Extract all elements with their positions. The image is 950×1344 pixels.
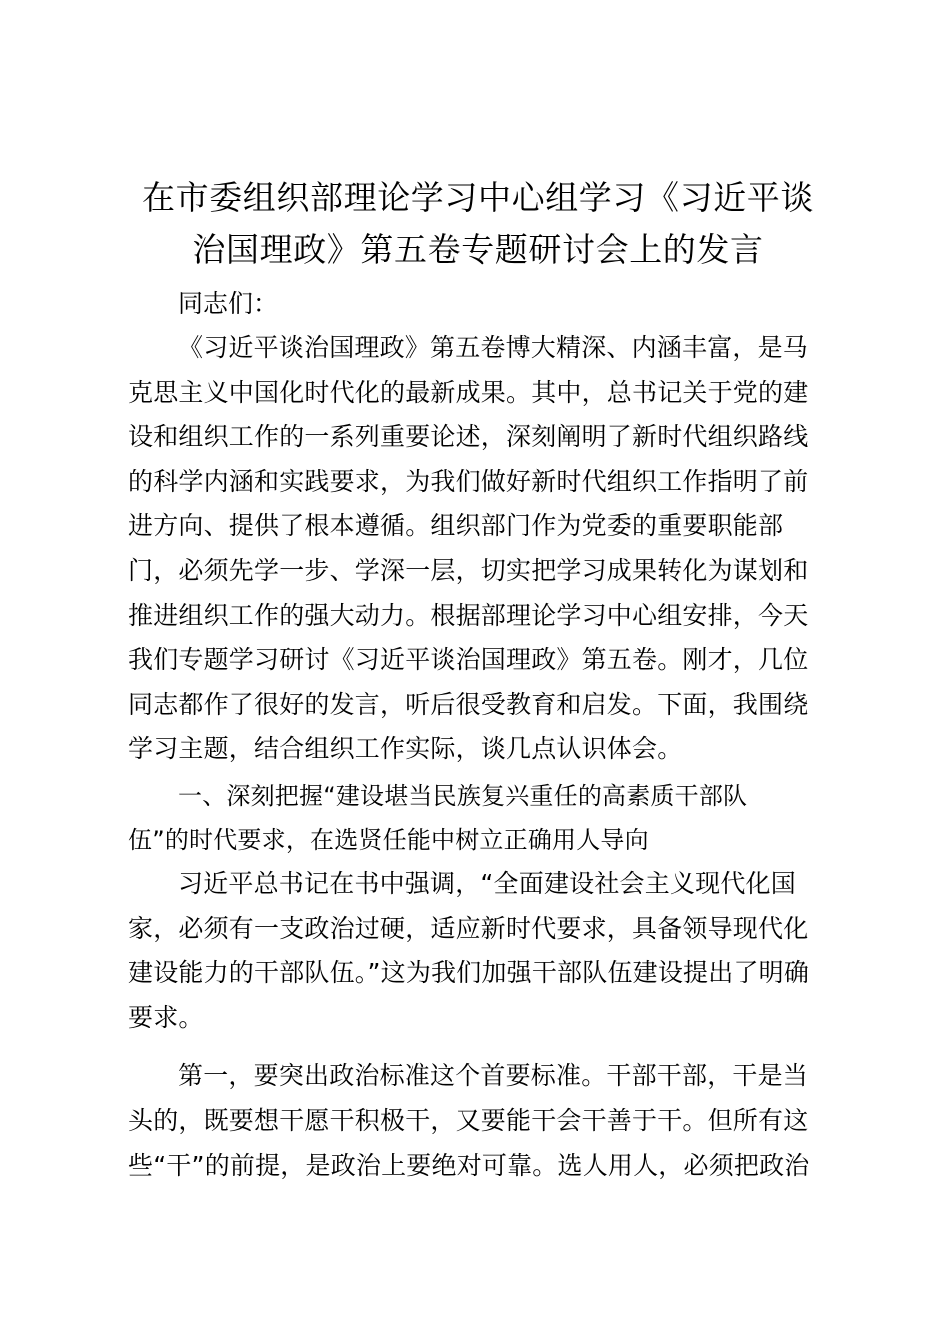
salutation: 同志们： — [178, 289, 279, 318]
text-line: 习近平总书记在书中强调，“全面建设社会主义现代化国 — [178, 868, 796, 898]
text-line: 家，必须有一支政治过硬，适应新时代要求，具备领导现代化 — [128, 913, 809, 943]
text-line: 第一，要突出政治标准这个首要标准。干部干部，干是当 — [178, 1061, 809, 1091]
heading-line: 伍”的时代要求，在选贤任能中树立正确用人导向 — [128, 825, 649, 854]
text-line: 推进组织工作的强大动力。根据部理论学习中心组安排，今天 — [128, 600, 809, 630]
document-title — [128, 172, 828, 276]
intro-paragraph — [128, 326, 828, 772]
text-line: 进方向、提供了根本遵循。组织部门作为党委的重要职能部 — [128, 511, 784, 541]
text-line: 《习近平谈治国理政》第五卷博大精深、内涵丰富，是马 — [178, 333, 809, 362]
text-line: 头的，既要想干愿干积极干，又要能干会干善于干。但所有这 — [128, 1105, 809, 1135]
text-line: 些“干”的前提，是政治上要绝对可靠。选人用人，必须把政治 — [128, 1150, 810, 1180]
text-line: 克思主义中国化时代化的最新成果。其中，总书记关于党的建 — [128, 377, 809, 407]
title-line: 治国理政》第五卷专题研讨会上的发言 — [192, 230, 764, 269]
point-paragraph — [128, 1054, 828, 1188]
text-line: 设和组织工作的一系列重要论述，深刻阐明了新时代组织路线 — [128, 422, 809, 452]
heading-line: 一、深刻把握“建设堪当民族复兴重任的高素质干部队 — [178, 781, 748, 810]
title-line: 在市委组织部理论学习中心组学习《习近平谈 — [142, 178, 814, 217]
text-line: 同志都作了很好的发言，听后很受教育和启发。下面，我围绕 — [128, 689, 809, 719]
text-line: 学习主题，结合组织工作实际，谈几点认识体会。 — [128, 734, 683, 764]
section-paragraph — [128, 862, 828, 1040]
section-heading — [128, 774, 828, 862]
paragraph-gap — [128, 1040, 828, 1054]
text-line: 的科学内涵和实践要求，为我们做好新时代组织工作指明了前 — [128, 466, 809, 496]
text-line: 门，必须先学一步、学深一层，切实把学习成果转化为谋划和 — [128, 555, 809, 585]
text-line: 我们专题学习研讨《习近平谈治国理政》第五卷。刚才，几位 — [128, 645, 809, 675]
text-line: 建设能力的干部队伍。”这为我们加强干部队伍建设提出了明确 — [128, 958, 810, 988]
text-line: 要求。 — [128, 1002, 204, 1032]
document-page — [128, 172, 828, 1188]
